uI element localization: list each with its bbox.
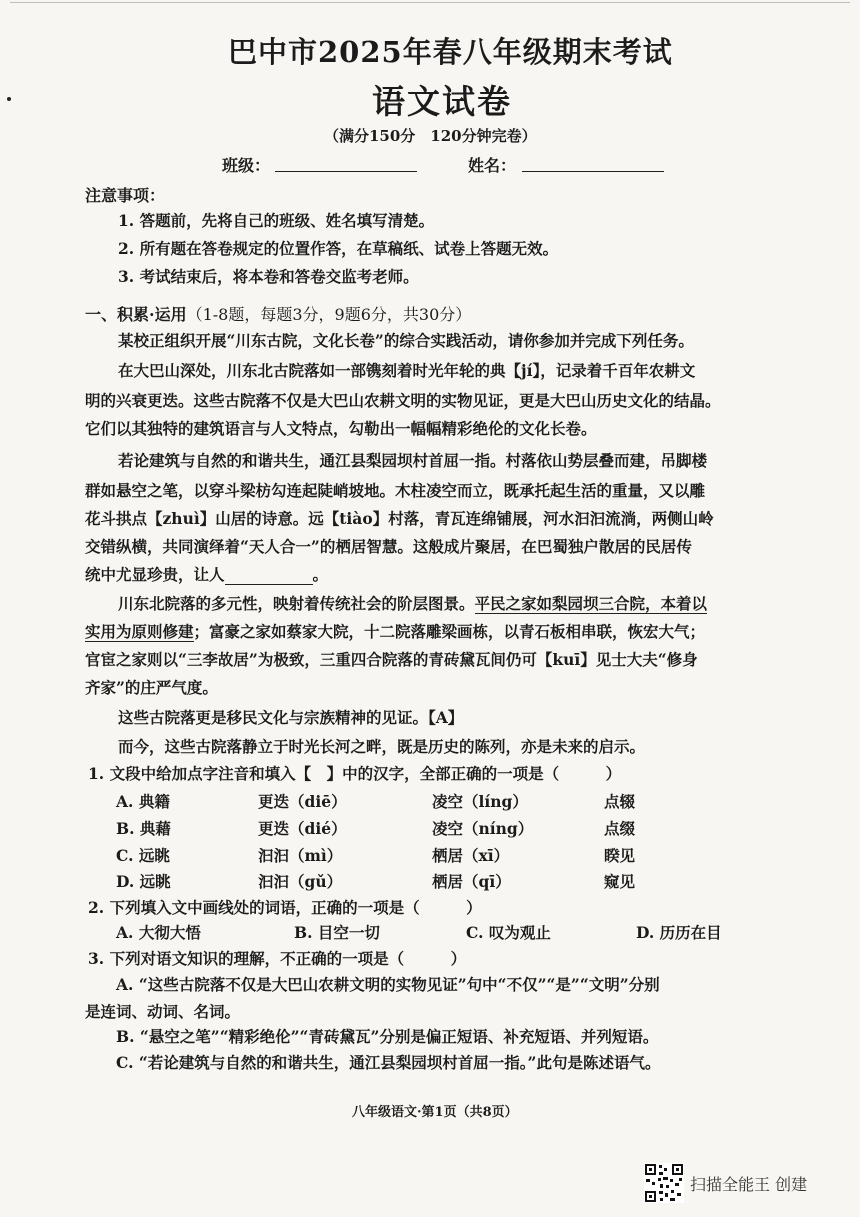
q2-option-d[interactable]: D. 历历在目 (636, 923, 722, 942)
passage-line: 这些古院落更是移民文化与宗族精神的见证。【A】 (118, 708, 464, 727)
exam-title: 巴中市2025年春八年级期末考试 (228, 35, 673, 69)
page-number: 八年级语文·第1页（共8页） (352, 1105, 518, 1120)
name-label: 姓名： (468, 156, 517, 175)
paper-title: 语文试卷 (372, 82, 512, 121)
question-stem: 2. 下列填入文中画线处的词语，正确的一项是（ ） (88, 898, 482, 917)
notice-heading: 注意事项： (85, 186, 166, 205)
notice-item: 1. 答题前，先将自己的班级、姓名填写清楚。 (118, 211, 435, 230)
scan-speck (7, 97, 11, 101)
passage-line: 花斗拱点【zhuì】山居的诗意。远【tiào】村落，青瓦连绵铺展，河水汩汩流淌，两侧山岭 (85, 509, 714, 528)
passage-line: 明的兴衰更迭。这些古院落不仅是大巴山农耕文明的实物见证，更是大巴山历史文化的结晶。 (85, 391, 721, 410)
section-score-note: （1-8题，每题3分，9题6分，共30分） (186, 305, 472, 324)
q2-option-c[interactable]: C. 叹为观止 (466, 923, 551, 942)
q1-option-cell: 睽见 (604, 846, 636, 865)
passage-line: 若论建筑与自然的和谐共生，通江县梨园坝村首屈一指。村落依山势层叠而建，吊脚楼 (118, 451, 708, 470)
q1-option-cell: 凌空（níng） (432, 819, 534, 838)
q1-option-cell: 栖居（xī） (432, 846, 510, 865)
passage-text: 。 (312, 565, 329, 584)
q1-option-a[interactable]: A. 典籍 (116, 792, 170, 811)
q1-option-cell: 凌空（líng） (432, 792, 528, 811)
class-label: 班级： (222, 156, 271, 175)
passage-line: 交错纵横，共同演绎着“天人合一”的栖居智慧。这般成片聚居，在巴蜀独户散居的民居传 (85, 537, 692, 556)
fill-blank[interactable] (225, 566, 313, 585)
q1-option-cell: 更迭（diē） (258, 792, 347, 811)
q1-option-cell: 汩汩（gǔ） (258, 872, 343, 891)
underlined-text: 平民之家如梨园坝三合院，本着以 (474, 594, 708, 613)
passage-text: 川东北院落的多元性，映射着传统社会的阶层图景。 (118, 594, 475, 613)
question-stem: 3. 下列对语文知识的理解，不正确的一项是（ ） (88, 949, 467, 968)
passage-text: ；富豪之家如蔡家大院，十二院落雕梁画栋，以青石板相串联，恢宏大气； (193, 622, 706, 641)
passage-line: 它们以其独特的建筑语言与人文特点，勾勒出一幅幅精彩绝伦的文化长卷。 (85, 419, 597, 438)
qr-code-icon (644, 1163, 684, 1203)
q1-option-cell: 点辍 (604, 792, 636, 811)
q1-option-cell: 栖居（qī） (432, 872, 511, 891)
section-title: 一、积累·运用 (85, 305, 187, 324)
exam-subtitle: （满分150分 120分钟完卷） (324, 127, 537, 145)
name-field[interactable] (522, 153, 664, 172)
question-stem: 1. 文段中给加点字注音和填入【 】中的汉字，全部正确的一项是（ ） (88, 764, 622, 783)
passage-text: 统中尤显珍贵，让人 (85, 565, 225, 584)
q1-option-cell: 窥见 (604, 872, 636, 891)
q2-option-a[interactable]: A. 大彻大悟 (116, 923, 201, 942)
class-field[interactable] (275, 153, 417, 172)
scanner-watermark: 扫描全能王 创建 (690, 1175, 808, 1194)
q1-option-cell: 更迭（dié） (258, 819, 347, 838)
q3-option-b[interactable]: B. “悬空之笔”“精彩绝伦”“青砖黛瓦”分别是偏正短语、补充短语、并列短语。 (116, 1027, 659, 1046)
q1-option-c[interactable]: C. 远眺 (116, 846, 170, 865)
passage-line: 而今，这些古院落静立于时光长河之畔，既是历史的陈列，亦是未来的启示。 (118, 737, 646, 756)
scan-edge-line (10, 2, 850, 3)
passage-line: 群如悬空之笔，以穿斗梁枋勾连起陡峭坡地。木柱凌空而立，既承托起生活的重量，又以雕 (85, 481, 706, 500)
q3-option-a[interactable]: A. “这些古院落不仅是大巴山农耕文明的实物见证”句中“不仅”“是”“文明”分别 (116, 975, 660, 994)
passage-line (118, 592, 833, 614)
passage-line: 在大巴山深处，川东北古院落如一部镌刻着时光年轮的典【jí】，记录着千百年农耕文 (118, 361, 696, 380)
passage-line (85, 620, 800, 642)
section-heading (85, 302, 471, 325)
notice-item: 3. 考试结束后，将本卷和答卷交监考老师。 (118, 267, 419, 286)
q2-option-b[interactable]: B. 目空一切 (294, 923, 380, 942)
q1-option-d[interactable]: D. 远眺 (116, 872, 171, 891)
q1-option-b[interactable]: B. 典藉 (116, 819, 171, 838)
passage-intro: 某校正组织开展“川东古院，文化长卷”的综合实践活动，请你参加并完成下列任务。 (118, 331, 694, 350)
notice-item: 2. 所有题在答卷规定的位置作答，在草稿纸、试卷上答题无效。 (118, 239, 559, 258)
q3-option-a-cont: 是连词、动词、名词。 (85, 1002, 241, 1021)
q3-option-c[interactable]: C. “若论建筑与自然的和谐共生，通江县梨园坝村首屈一指。”此句是陈述语气。 (116, 1053, 661, 1072)
passage-line: 官宦之家则以“三李故居”为极致，三重四合院落的青砖黛瓦间仍可【kuī】见士大夫“修身 (85, 650, 698, 669)
underlined-text: 实用为原则修建 (85, 622, 194, 641)
q1-option-cell: 点缀 (604, 819, 636, 838)
q1-option-cell: 汩汩（mì） (258, 846, 343, 865)
passage-line (85, 563, 800, 585)
passage-line: 齐家”的庄严气度。 (85, 678, 218, 697)
